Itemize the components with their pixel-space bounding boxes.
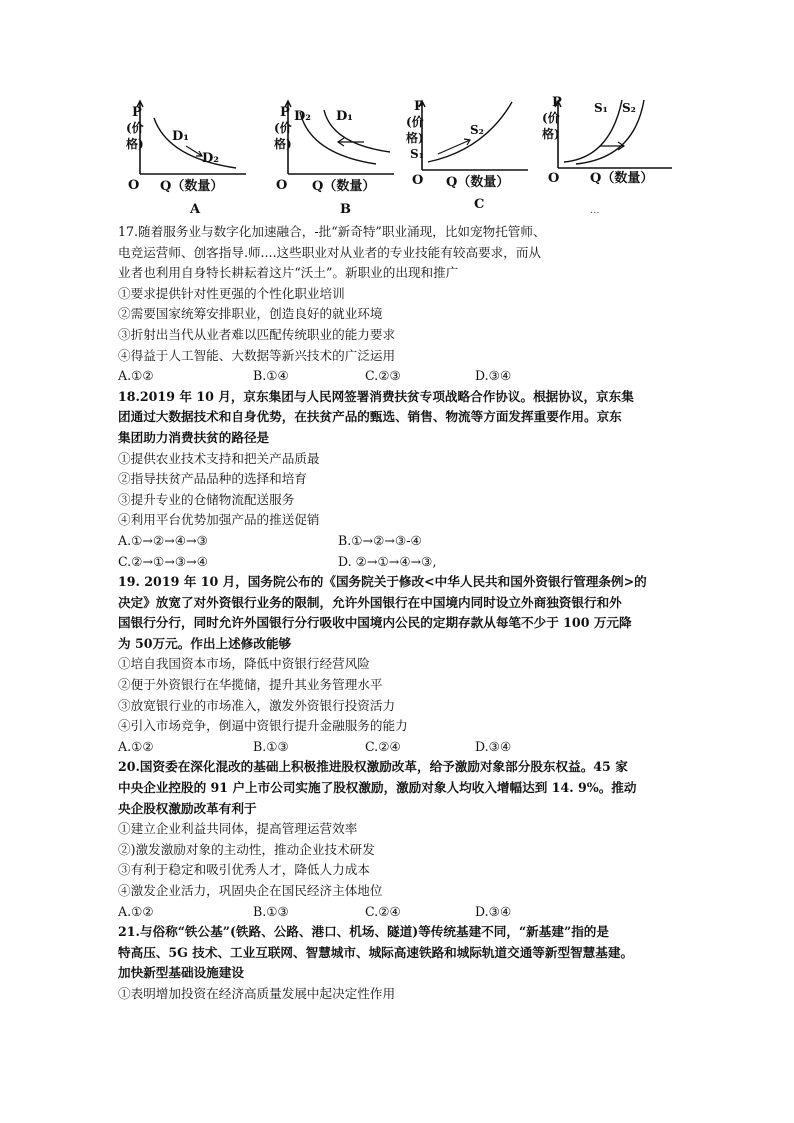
statement-item: ①表明增加投资在经济高质量发展中起决定性作用 — [118, 985, 396, 1001]
option-a: A.①② — [118, 903, 154, 919]
question-stem-line: 为 50万元。作出上述修改能够 — [118, 635, 292, 651]
graph-a-letter: A — [190, 202, 201, 217]
statement-item: ②)激发激励对象的主动性，推动企业技术研发 — [118, 841, 375, 857]
graph-b-p-label: P — [280, 105, 290, 120]
graph-d-p-label: P — [552, 95, 562, 110]
question-stem-line: 19. 2019 年 10 月，国务院公布的《国务院关于修改<中华人民共和国外资银行管理条例>的 — [118, 574, 647, 590]
question-stem-line: 21.与俗称“铁公基”(铁路、公路、港口、机场、隧道)等传统基建不同，“新基建”指的是 — [118, 924, 609, 940]
statement-item: ③有利于稳定和吸引优秀人才，降低人力成本 — [118, 862, 370, 878]
question-19 — [118, 572, 678, 757]
question-stem-line: 国银行分行，同时允许外国银行分行吸收中国境内公民的定期存款从每笔不少于 100 万元降 — [118, 615, 632, 631]
graph-b-curve-d1 — [324, 110, 390, 152]
statement-item: ④利用平台优势加强产品的推送促销 — [118, 512, 320, 528]
question-stem-line: 中央企业控股的 91 户上市公司实施了股权激励，激励对象人均收入增幅达到 14. 9%。推动 — [118, 780, 637, 796]
option-d: D.③④ — [475, 738, 512, 754]
graph-a-curve — [154, 118, 236, 168]
option-d: D.③④ — [475, 903, 512, 919]
answer-options — [118, 366, 678, 387]
option-b: B.①④ — [253, 368, 289, 384]
graph-d-p-sub2: 格) — [542, 127, 560, 141]
answer-options — [118, 552, 678, 573]
option-c: C.②③ — [365, 368, 401, 384]
graph-b-svg — [266, 96, 396, 220]
option-b: B.①③ — [253, 903, 289, 919]
graph-b-curve2-label: D₁ — [336, 109, 353, 124]
graph-a-q-label: Q（数量） — [160, 179, 224, 194]
statement-item: ③提升专业的仓储物流配送服务 — [118, 491, 295, 507]
statement-item: ④得益于人工智能、大数据等新兴技术的广泛运用 — [118, 347, 396, 363]
graph-a — [118, 96, 248, 224]
graph-c — [400, 96, 530, 224]
option-c: C.②→①→③→④ — [118, 553, 209, 569]
graph-d-curve-s1 — [564, 100, 622, 162]
cropped-text: ... — [590, 205, 600, 216]
option-d: D.③④ — [475, 368, 512, 384]
option-a: A.①② — [118, 368, 154, 384]
graph-b-p-sub2: 格) — [274, 137, 292, 151]
statement-item: ③放宽银行业的市场准入，激发外资银行投资活力 — [118, 697, 396, 713]
graph-b-p-sub: (价 — [274, 121, 292, 135]
statement-item: ①培自我国资本市场，降低中资银行经营风险 — [118, 656, 370, 672]
graph-b-origin: O — [276, 178, 288, 193]
question-17 — [118, 222, 678, 387]
option-a: A.①② — [118, 738, 154, 754]
graph-c-p-label: P — [414, 99, 424, 114]
answer-options — [118, 737, 678, 758]
question-stem-line: 特高压、5G 技术、工业互联网、智慧城市、城际高速铁路和城际轨道交通等新型智慧基建。 — [118, 944, 634, 960]
question-stem-line: 团通过大数据技术和自身优势，在扶贫产品的甄选、销售、物流等方面发挥重要作用。京东 — [118, 409, 622, 425]
option-b: B.①③ — [253, 738, 289, 754]
graph-c-letter: C — [474, 197, 485, 212]
statement-item: ②便于外资银行在华揽储，提升其业务管理水平 — [118, 677, 383, 693]
graph-d-curve1-label: S₁ — [594, 101, 608, 115]
graph-c-arrow — [438, 140, 470, 154]
graph-c-svg — [400, 96, 530, 220]
statement-item: ④引入市场竞争，倒逼中资银行提升金融服务的能力 — [118, 718, 408, 734]
option-a: A.①→②→④→③ — [118, 532, 208, 548]
statement-item: ①提供农业技术支持和把关产品质最 — [118, 450, 320, 466]
question-stem-line: 决定》放宽了对外资银行业务的限制，允许外国银行在中国境内同时设立外商独资银行和外 — [118, 594, 622, 610]
statement-item: ②指导扶贫产品品种的选择和培育 — [118, 471, 307, 487]
exam-content — [118, 222, 678, 1005]
graph-b-q-label: Q（数量） — [312, 179, 376, 194]
question-stem-line: 17.随着服务业与数字化加速融合，-批“新奇特”职业涌现，比如宠物托管师、 — [118, 224, 546, 239]
question-20 — [118, 757, 678, 922]
question-stem-line: 20.国资委在深化混改的基础上积极推进股权激励改革，给予激励对象部分股东权益。45 家 — [118, 759, 628, 775]
question-stem-line: 加快新型基础设施建设 — [118, 965, 244, 981]
graph-a-p-sub: (价 — [126, 121, 144, 135]
graph-c-curve2-label: S₂ — [470, 123, 484, 137]
question-18 — [118, 387, 678, 572]
graph-a-p-label: P — [132, 105, 142, 120]
graph-c-q-label: Q（数量） — [446, 175, 510, 190]
option-b: B.①→②→③-④ — [338, 532, 422, 548]
graph-d-origin: O — [548, 171, 560, 186]
option-c: C.②④ — [365, 738, 401, 754]
question-stem-line: 业者也利用自身特长耕耘着这片“沃土”。新职业的出现和推广 — [118, 265, 459, 281]
statement-item: ④激发企业活力，巩固央企在国民经济主体地位 — [118, 883, 383, 898]
graph-c-p-sub: (价 — [406, 115, 424, 129]
question-stem-line: 18.2019 年 10 月，京东集团与人民网签署消费扶贫专项战略合作协议。根据协议，京东集 — [118, 388, 634, 404]
statement-item: ①要求提供针对性更强的个性化职业培训 — [118, 285, 345, 301]
statement-item: ②需要国家统筹安排职业，创造良好的就业环境 — [118, 306, 383, 322]
graph-b — [266, 96, 396, 224]
statement-item: ①建立企业利益共同体，提高管理运营效率 — [118, 821, 358, 837]
graph-d-svg — [538, 96, 678, 220]
graph-d-p-sub: (价 — [542, 111, 560, 125]
graph-a-origin: O — [128, 178, 140, 193]
graph-c-origin: O — [412, 173, 424, 188]
graph-a-svg — [118, 96, 248, 220]
graph-c-p-sub2: 格) — [406, 131, 424, 145]
graph-b-letter: B — [340, 202, 351, 217]
graph-c-curve1-label: S₁ — [410, 147, 424, 161]
question-stem-line: 集团助力消费扶贫的路径是 — [118, 429, 270, 445]
answer-options — [118, 531, 678, 552]
graph-d-q-label: Q（数量） — [590, 171, 654, 186]
graph-d-curve2-label: S₂ — [622, 101, 636, 115]
option-c: C.②④ — [365, 903, 401, 919]
question-stem-line: 电竞运营师、创客指导.师....这些职业对从业者的专业技能有较高要求，而从 — [118, 244, 542, 260]
graph-d — [538, 96, 678, 224]
answer-options — [118, 902, 678, 923]
graph-a-curve2-label: D₂ — [202, 151, 219, 166]
option-d: D. ②→①→④→③, — [338, 553, 437, 569]
graph-a-curve1-label: D₁ — [172, 129, 189, 144]
question-21 — [118, 922, 678, 1004]
statement-item: ③折射出当代从业者难以匹配传统职业的能力要求 — [118, 326, 396, 342]
graph-b-curve1-label: D₂ — [294, 109, 311, 124]
graph-a-p-sub2: 格) — [126, 137, 144, 151]
question-stem-line: 央企股权激励改革有利于 — [118, 800, 257, 816]
supply-demand-graphs — [118, 96, 678, 220]
